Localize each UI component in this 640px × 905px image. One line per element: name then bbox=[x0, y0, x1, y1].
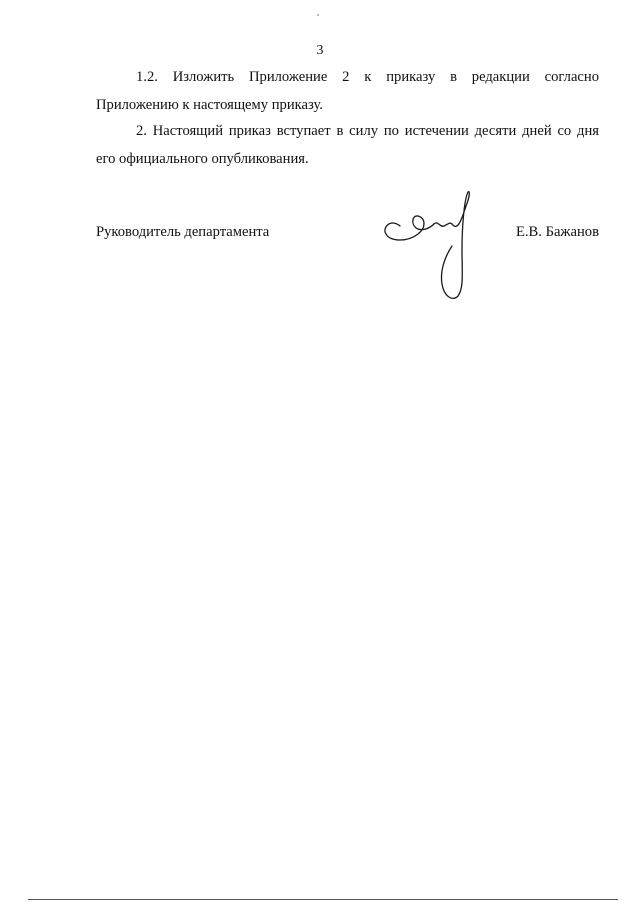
signer-title: Руководитель департамента bbox=[96, 224, 270, 240]
scan-dot bbox=[317, 14, 319, 16]
paragraph-line: его официального опубликования. bbox=[96, 151, 309, 167]
paragraph-1-2 bbox=[96, 63, 599, 119]
handwritten-signature-icon bbox=[378, 188, 488, 308]
footer-divider bbox=[28, 899, 618, 900]
paragraph-line: Приложению к настоящему приказу. bbox=[96, 97, 323, 113]
paragraph-line: 1.2. Изложить Приложение 2 к приказу в редакции согласно bbox=[136, 69, 599, 85]
page-number: 3 bbox=[316, 43, 324, 58]
paragraph-line: 2. Настоящий приказ вступает в силу по истечении десяти дней со дня bbox=[136, 123, 599, 139]
signature-block bbox=[96, 218, 599, 248]
signer-name: Е.В. Бажанов bbox=[515, 224, 599, 240]
paragraph-2 bbox=[96, 117, 599, 173]
